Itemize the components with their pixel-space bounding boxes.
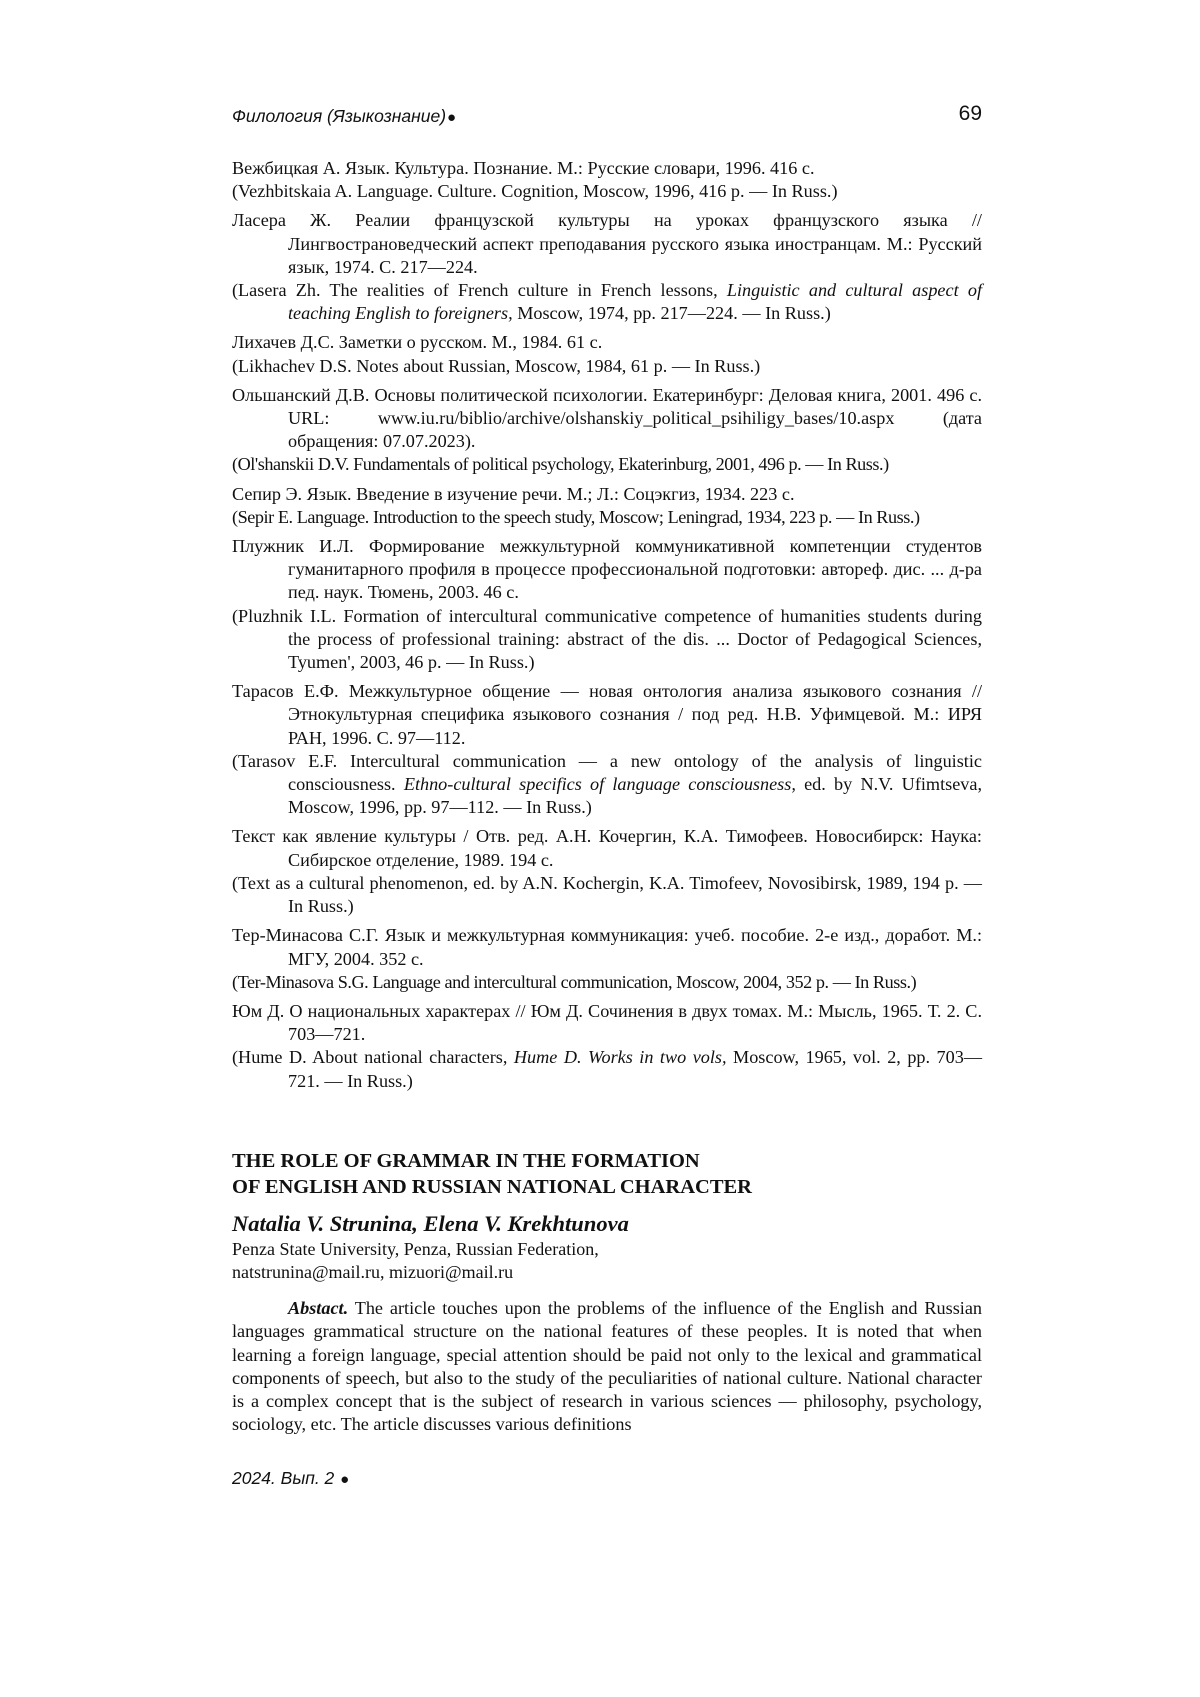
reference-item bbox=[232, 680, 982, 819]
reference-translit-pre: (Hume D. About national characters, bbox=[232, 1047, 514, 1067]
reference-translit-post: Moscow, 1974, pp. 217—224. — In Russ.) bbox=[513, 303, 831, 323]
reference-item bbox=[232, 1000, 982, 1093]
reference-original: Текст как явление культуры / Отв. ред. А.Н. Кочергин, К.А. Тимофеев. Новосибирск: Наука: Сибирское отделение, 1989. 194 с. bbox=[232, 825, 982, 871]
author-emails: natstrunina@mail.ru, mizuori@mail.ru bbox=[232, 1261, 982, 1284]
reference-list bbox=[232, 157, 982, 1099]
header-bullet: ● bbox=[447, 109, 456, 126]
reference-original: Вежбицкая А. Язык. Культура. Познание. М.: Русские словари, 1996. 416 с. bbox=[232, 157, 982, 180]
reference-translit-post: Moscow, 1965, vol. 2, pp. 703—721. — In Russ.) bbox=[288, 1047, 982, 1090]
footer-bullet: ● bbox=[340, 1471, 349, 1488]
reference-item bbox=[232, 157, 982, 203]
article-title-line: THE ROLE OF GRAMMAR IN THE FORMATION bbox=[232, 1150, 700, 1172]
reference-translit: (Pluzhnik I.L. Formation of intercultural communicative competence of humanities students during the process of professional training: abstract of the dis. ... Doctor of Pedagogical Sciences, Tyumen', 2003, 46 p. — In Russ.) bbox=[232, 605, 982, 675]
reference-translit: (Likhachev D.S. Notes about Russian, Moscow, 1984, 61 p. — In Russ.) bbox=[232, 355, 982, 378]
page-footer bbox=[232, 1468, 349, 1489]
article-title bbox=[232, 1148, 982, 1200]
author-affiliation: Penza State University, Penza, Russian Federation, bbox=[232, 1238, 982, 1261]
abstract-label: Abstact. bbox=[288, 1298, 348, 1318]
reference-translit bbox=[232, 1046, 982, 1092]
reference-item bbox=[232, 483, 982, 529]
reference-item bbox=[232, 209, 982, 325]
page-number: 69 bbox=[959, 102, 982, 126]
reference-translit bbox=[232, 750, 982, 820]
reference-translit-italic: Hume D. Works in two vols, bbox=[514, 1047, 727, 1067]
reference-item bbox=[232, 535, 982, 674]
article bbox=[232, 1148, 982, 1437]
reference-original: Ольшанский Д.В. Основы политической психологии. Екатеринбург: Деловая книга, 2001. 496 с. URL: www.iu.ru/biblio/archive/olshanskiy_political_psihiligy_bases/10.aspx (дата обращения: 07.07.2023). bbox=[232, 384, 982, 454]
reference-translit-italic: Linguistic and cultural aspect of teaching English to foreigners, bbox=[288, 280, 982, 323]
reference-item bbox=[232, 384, 982, 477]
article-title-line: OF ENGLISH AND RUSSIAN NATIONAL CHARACTER bbox=[232, 1176, 752, 1198]
reference-item bbox=[232, 825, 982, 918]
reference-original: Юм Д. О национальных характерах // Юм Д. Сочинения в двух томах. М.: Мысль, 1965. Т. 2. С. 703—721. bbox=[232, 1000, 982, 1046]
reference-translit-post: ed. by N.V. Ufimtseva, Moscow, 1996, pp. 97—112. — In Russ.) bbox=[288, 774, 982, 817]
reference-translit-italic: Ethno-cultural specifics of language consciousness, bbox=[404, 774, 796, 794]
reference-translit bbox=[232, 279, 982, 325]
reference-translit: (Ol'shanskii D.V. Fundamentals of political psychology, Ekaterinburg, 2001, 496 p. — In Russ.) bbox=[232, 453, 982, 476]
page-header bbox=[232, 100, 982, 130]
reference-original: Ласера Ж. Реалии французской культуры на уроках французского языка // Лингвострановедческий аспект преподавания русского языка иностранцам. М.: Русский язык, 1974. С. 217—224. bbox=[232, 209, 982, 279]
reference-translit: (Ter-Minasova S.G. Language and intercultural communication, Moscow, 2004, 352 p. — In Russ.) bbox=[232, 971, 982, 994]
running-title bbox=[232, 106, 456, 127]
reference-translit-pre: (Lasera Zh. The realities of French culture in French lessons, bbox=[232, 280, 727, 300]
running-title-text: Филология (Языкознание) bbox=[232, 106, 446, 126]
article-authors: Natalia V. Strunina, Elena V. Krekhtunova bbox=[232, 1210, 982, 1238]
reference-original: Лихачев Д.С. Заметки о русском. М., 1984. 61 с. bbox=[232, 331, 982, 354]
reference-original: Тарасов Е.Ф. Межкультурное общение — новая онтология анализа языкового сознания // Этнокультурная специфика языкового сознания / под ред. Н.В. Уфимцевой. М.: ИРЯ РАН, 1996. С. 97—112. bbox=[232, 680, 982, 750]
issue-label: 2024. Вып. 2 bbox=[232, 1468, 334, 1488]
reference-translit: (Text as a cultural phenomenon, ed. by A.N. Kochergin, K.A. Timofeev, Novosibirsk, 1989, 194 p. — In Russ.) bbox=[232, 872, 982, 918]
reference-original: Тер-Минасова С.Г. Язык и межкультурная коммуникация: учеб. пособие. 2-е изд., доработ. М.: МГУ, 2004. 352 с. bbox=[232, 924, 982, 970]
reference-translit: (Vezhbitskaia A. Language. Culture. Cognition, Moscow, 1996, 416 p. — In Russ.) bbox=[232, 180, 982, 203]
reference-translit: (Sepir E. Language. Introduction to the speech study, Moscow; Leningrad, 1934, 223 p. — In Russ.) bbox=[232, 506, 982, 529]
reference-item bbox=[232, 924, 982, 994]
reference-item bbox=[232, 331, 982, 377]
abstract bbox=[232, 1297, 982, 1437]
reference-translit-pre: (Tarasov E.F. Intercultural communication — a new ontology of the analysis of linguistic consciousness. bbox=[232, 751, 982, 794]
reference-original: Сепир Э. Язык. Введение в изучение речи. М.; Л.: Соцэкгиз, 1934. 223 с. bbox=[232, 483, 982, 506]
reference-original: Плужник И.Л. Формирование межкультурной коммуникативной компетенции студентов гуманитарного профиля в процессе профессиональной подготовки: автореф. дис. ... д-ра пед. наук. Тюмень, 2003. 46 с. bbox=[232, 535, 982, 605]
abstract-text: The article touches upon the problems of the influence of the English and Russian languages grammatical structure on the national features of these peoples. It is noted that when learning a foreign language, special attention should be paid not only to the lexical and grammatical components of speech, but also to the study of the peculiarities of national culture. National character is a complex concept that is the subject of research in various sciences — philosophy, psychology, sociology, etc. The article discusses various definitions bbox=[232, 1298, 982, 1434]
